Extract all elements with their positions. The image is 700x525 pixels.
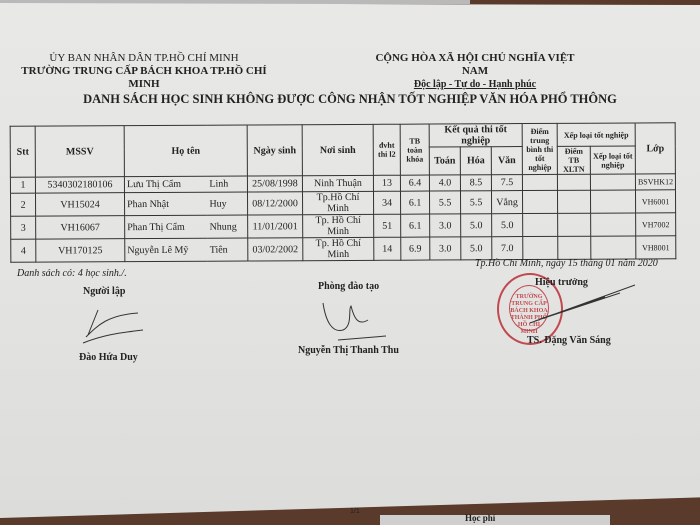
signer-title-principal: Hiệu trưởng bbox=[535, 277, 588, 288]
col-toan: Toán bbox=[429, 147, 460, 175]
cell-tb: 6.9 bbox=[401, 237, 430, 260]
col-dvht: đvht thi l2 bbox=[373, 124, 400, 175]
cell-ho: Phan Thị Cẩm bbox=[125, 215, 208, 238]
signer-name-preparer: Đào Hứa Duy bbox=[79, 352, 138, 363]
cell-lop: BSVHK12 bbox=[635, 174, 675, 190]
cell-hoa: 5.5 bbox=[460, 191, 491, 214]
cell-diemxltn bbox=[558, 213, 591, 236]
col-van: Văn bbox=[491, 147, 522, 175]
cell-ngaysinh: 03/02/2002 bbox=[248, 238, 303, 261]
date-line: Tp.Hồ Chí Minh, ngày 15 tháng 01 năm 2020 bbox=[475, 258, 658, 269]
cell-ngaysinh: 11/01/2001 bbox=[248, 215, 303, 238]
seal-text: TRƯỜNG bbox=[515, 294, 543, 300]
cell-mssv: 5340302180106 bbox=[35, 177, 124, 193]
seal-text: HỒ CHÍ MINH bbox=[517, 322, 541, 335]
col-lop: Lớp bbox=[635, 123, 675, 174]
cell-diemxltn bbox=[557, 190, 590, 213]
signer-name-principal: TS. Đặng Văn Sáng bbox=[527, 335, 611, 346]
cell-van: 5.0 bbox=[492, 214, 523, 237]
cell-dvht: 34 bbox=[373, 191, 400, 214]
signature-principal bbox=[525, 283, 640, 328]
cell-dvht: 14 bbox=[374, 237, 401, 260]
cell-hoa: 8.5 bbox=[460, 175, 491, 191]
cell-toan: 3.0 bbox=[430, 214, 461, 237]
col-diemtb: Điểm trung bình thi tốt nghiệp bbox=[522, 123, 557, 174]
cell-toan: 5.5 bbox=[429, 191, 460, 214]
header-right bbox=[365, 52, 585, 91]
col-stt: Stt bbox=[10, 126, 35, 177]
signature-training bbox=[318, 298, 388, 343]
students-table bbox=[10, 122, 677, 262]
cell-ngaysinh: 25/08/1998 bbox=[247, 176, 302, 192]
col-diemxltn: Điểm TB XLTN bbox=[557, 146, 590, 174]
signature-preparer bbox=[78, 305, 148, 345]
cell-diemtb bbox=[523, 236, 558, 259]
cell-van: 7.5 bbox=[491, 175, 522, 191]
cell-ten: Tiên bbox=[208, 238, 248, 261]
cell-lop: VH7002 bbox=[636, 213, 676, 236]
cell-tb: 6.1 bbox=[400, 191, 429, 214]
cell-van: Vắng bbox=[491, 191, 522, 214]
cell-ho: Nguyễn Lê Mỹ bbox=[125, 238, 208, 261]
cell-xeploai bbox=[591, 213, 636, 236]
underlying-text: Học phí bbox=[465, 513, 496, 523]
cell-ho: Lưu Thị Cẩm bbox=[124, 176, 207, 192]
col-xeploai2: Xếp loại tốt nghiệp bbox=[590, 146, 635, 174]
table-row bbox=[11, 213, 676, 239]
cell-mssv: VH15024 bbox=[35, 193, 124, 216]
col-hoten: Họ tên bbox=[124, 125, 247, 177]
cell-diemxltn bbox=[558, 236, 591, 259]
cell-mssv: VH16067 bbox=[36, 216, 125, 239]
cell-noisinh: Tp. Hồ Chí Minh bbox=[303, 214, 374, 237]
col-hoa: Hóa bbox=[460, 147, 491, 175]
table-row bbox=[10, 190, 675, 216]
col-noisinh: Nơi sinh bbox=[302, 124, 373, 175]
cell-van: 7.0 bbox=[492, 237, 523, 260]
cell-dvht: 13 bbox=[373, 175, 400, 191]
cell-diemtb bbox=[522, 174, 557, 190]
cell-stt: 1 bbox=[10, 177, 35, 193]
col-ngaysinh: Ngày sinh bbox=[247, 125, 302, 176]
col-xeploai: Xếp loại tốt nghiệp bbox=[557, 123, 635, 146]
cell-xeploai bbox=[591, 236, 636, 259]
cell-dvht: 51 bbox=[374, 214, 401, 237]
underlying-paper bbox=[380, 515, 610, 525]
col-ketqua: Kết quả thi tốt nghiệp bbox=[429, 124, 522, 147]
signer-title-training: Phòng đào tạo bbox=[318, 281, 380, 292]
cell-diemtb bbox=[522, 190, 557, 213]
cell-mssv: VH170125 bbox=[36, 239, 125, 262]
signer-title-preparer: Người lập bbox=[83, 286, 126, 297]
cell-stt: 3 bbox=[11, 216, 36, 239]
cell-xeploai bbox=[590, 174, 635, 190]
committee-name: ỦY BAN NHÂN DÂN TP.HỒ CHÍ MINH bbox=[49, 52, 239, 64]
cell-toan: 4.0 bbox=[429, 175, 460, 191]
cell-lop: VH6001 bbox=[635, 190, 675, 213]
cell-hoa: 5.0 bbox=[461, 237, 492, 260]
signer-name-training: Nguyễn Thị Thanh Thu bbox=[298, 345, 399, 356]
document-title: DANH SÁCH HỌC SINH KHÔNG ĐƯỢC CÔNG NHẬN TỐT NGHIỆP VĂN HÓA PHỔ THÔNG bbox=[83, 92, 617, 106]
col-mssv: MSSV bbox=[35, 126, 124, 177]
country-name: CỘNG HÒA XÃ HỘI CHỦ NGHĨA VIỆT NAM bbox=[375, 52, 575, 77]
cell-xeploai bbox=[590, 190, 635, 213]
motto: Độc lập - Tự do - Hạnh phúc bbox=[413, 79, 537, 90]
col-tb: TB toàn khóa bbox=[400, 124, 429, 175]
cell-stt: 2 bbox=[10, 193, 35, 216]
seal-text: TRUNG CẤP BÁCH KHOA bbox=[510, 301, 548, 314]
cell-noisinh: Ninh Thuận bbox=[302, 175, 373, 191]
cell-noisinh: Tp.Hồ Chí Minh bbox=[302, 191, 373, 214]
cell-ten: Nhung bbox=[208, 215, 248, 238]
student-count-note: Danh sách có: 4 học sinh./. bbox=[17, 268, 127, 279]
header-left bbox=[10, 52, 278, 91]
cell-tb: 6.1 bbox=[401, 214, 430, 237]
cell-lop: VH8001 bbox=[636, 236, 676, 259]
cell-toan: 3.0 bbox=[430, 237, 461, 260]
cell-stt: 4 bbox=[11, 239, 36, 262]
cell-hoa: 5.0 bbox=[461, 214, 492, 237]
cell-diemxltn bbox=[557, 174, 590, 190]
cell-ngaysinh: 08/12/2000 bbox=[247, 192, 302, 215]
cell-ten: Huy bbox=[207, 192, 247, 215]
cell-diemtb bbox=[523, 213, 558, 236]
page-number: 1/1 bbox=[350, 508, 360, 515]
cell-tb: 6.4 bbox=[400, 175, 429, 191]
cell-noisinh: Tp. Hồ Chí Minh bbox=[303, 237, 374, 260]
seal-text: THÀNH PHỐ bbox=[510, 315, 548, 321]
cell-ten: Linh bbox=[207, 176, 247, 192]
cell-ho: Phan Nhật bbox=[124, 192, 207, 215]
school-name: TRƯỜNG TRUNG CẤP BÁCH KHOA TP.HỒ CHÍ MINH bbox=[21, 65, 267, 90]
